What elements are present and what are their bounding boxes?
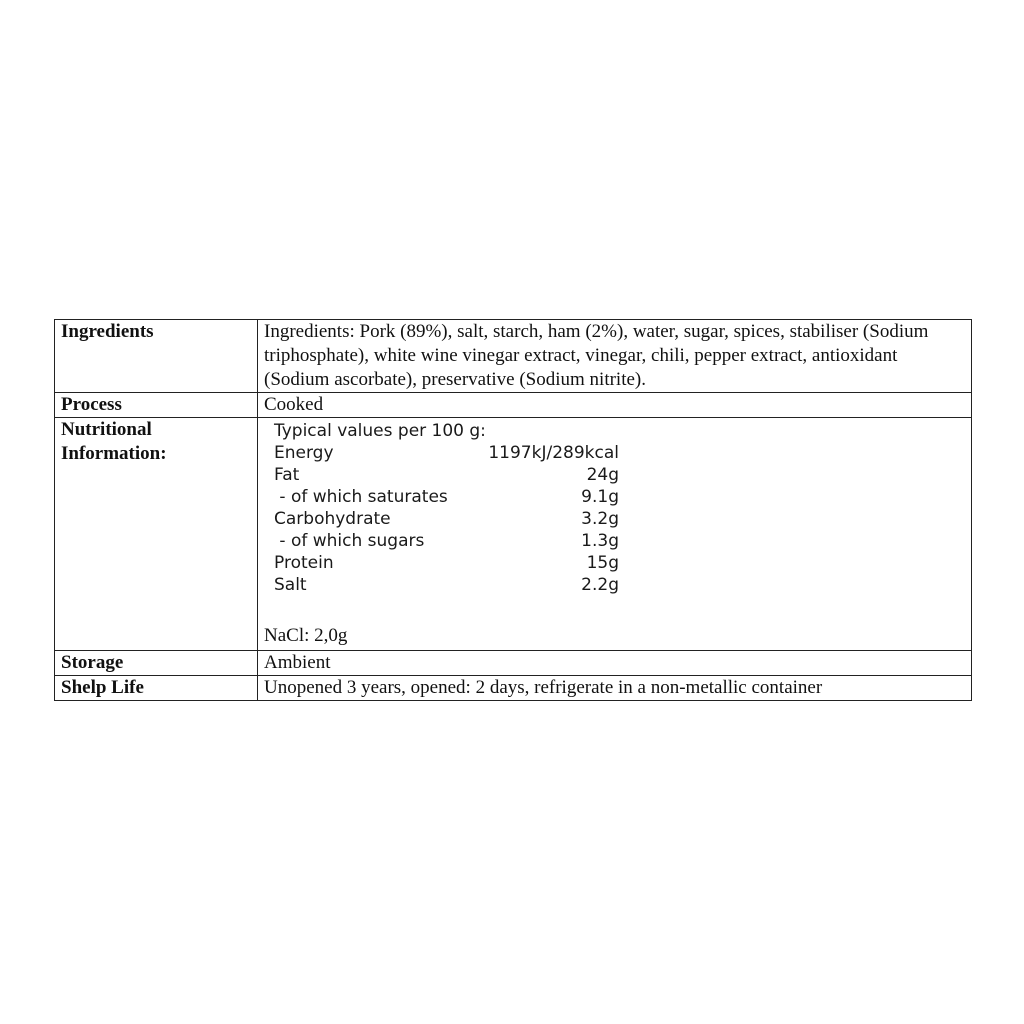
nutrition-item-value: 24g xyxy=(586,465,619,485)
nutrition-item-name: - of which saturates xyxy=(274,487,448,507)
process-value: Cooked xyxy=(258,393,972,418)
nutrition-item xyxy=(274,574,619,596)
nutrition-item-name: Protein xyxy=(274,553,334,573)
nacl-note: NaCl: 2,0g xyxy=(264,625,348,646)
process-row xyxy=(55,393,972,418)
nutrition-panel xyxy=(264,418,965,596)
nutrition-item-value: 3.2g xyxy=(581,509,619,529)
nutrition-item-value: 1197kJ/289kcal xyxy=(488,443,619,463)
nutrition-row xyxy=(55,418,972,651)
nutrition-item xyxy=(274,486,619,508)
nutrition-item xyxy=(274,508,619,530)
nutrition-item-name: - of which sugars xyxy=(274,531,425,551)
nutrition-item-value: 1.3g xyxy=(581,531,619,551)
nutrition-cell xyxy=(258,418,972,651)
nutrition-item-value: 15g xyxy=(586,553,619,573)
nutrition-label: Nutritional Information: xyxy=(55,418,258,651)
nutrition-item xyxy=(274,552,619,574)
nutrition-item-name: Carbohydrate xyxy=(274,509,391,529)
nutrition-item-name: Salt xyxy=(274,575,307,595)
storage-row xyxy=(55,651,972,676)
ingredients-value: Ingredients: Pork (89%), salt, starch, ham (2%), water, sugar, spices, stabiliser (Sodium triphosphate), white wine vinegar extract, vinegar, chili, pepper extract, antioxidant (Sodium ascorbate), preservative (Sodium nitrite). xyxy=(258,320,972,393)
storage-label: Storage xyxy=(55,651,258,676)
nutrition-item-value: 2.2g xyxy=(581,575,619,595)
shelf-life-label: Shelp Life xyxy=(55,676,258,701)
process-label: Process xyxy=(55,393,258,418)
nutrition-item xyxy=(274,530,619,552)
nutrition-item xyxy=(274,442,619,464)
nutrition-item-name: Fat xyxy=(274,465,300,485)
nutrition-item xyxy=(274,464,619,486)
nutrition-item-name: Energy xyxy=(274,443,334,463)
nutrition-header: Typical values per 100 g: xyxy=(274,421,486,441)
product-spec-table xyxy=(54,319,972,701)
ingredients-label: Ingredients xyxy=(55,320,258,393)
shelf-life-row xyxy=(55,676,972,701)
nutrition-item-value: 9.1g xyxy=(581,487,619,507)
shelf-life-value: Unopened 3 years, opened: 2 days, refrigerate in a non-metallic container xyxy=(258,676,972,701)
ingredients-row xyxy=(55,320,972,393)
storage-value: Ambient xyxy=(258,651,972,676)
